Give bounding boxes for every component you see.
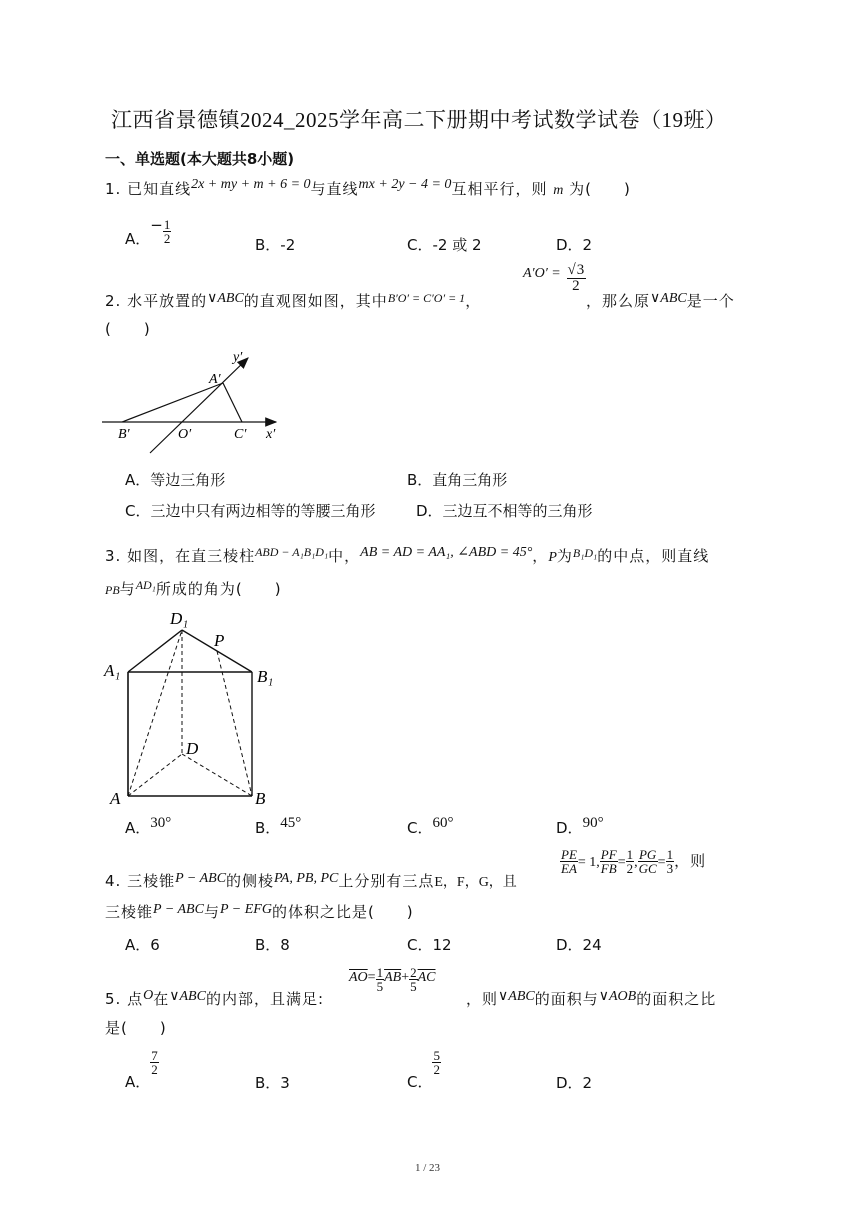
option-value: 90° [582, 815, 604, 831]
question-2-label: 2. 水平放置的 [105, 292, 208, 310]
option-value: 45° [280, 815, 302, 831]
question-4-text: ，则 [674, 852, 707, 870]
triangle-symbol: ∨ABC [169, 989, 206, 1004]
denominator: EA [561, 861, 577, 876]
numerator: PF [600, 847, 617, 862]
numerator: 7 [151, 1048, 158, 1063]
page-number: 1 / 23 [415, 1162, 441, 1174]
question-2-paren: ( ) [105, 320, 151, 338]
question-2-equation: B′O′ = C′O′ = 1 [387, 291, 466, 305]
edge-names: PA, PB, PC [274, 871, 339, 886]
question-2-option-d[interactable]: D．三边互不相等的三角形 [416, 502, 593, 520]
question-5-stem-line2: 是( ) [105, 1019, 167, 1037]
equals: = [617, 855, 626, 870]
triangle-symbol: ∨ABC [207, 291, 244, 306]
label-d1: D₁ [170, 609, 189, 628]
question-4-stem [105, 870, 517, 891]
question-4-option-b[interactable]: B．8 [255, 936, 290, 954]
numerator: 1 [666, 847, 674, 862]
question-2-text: 的直观图如图，其中 [243, 292, 388, 310]
question-1-text: 为( ) [569, 180, 631, 198]
question-3-text: 所成的角为( ) [155, 580, 282, 598]
question-3-text: 中， [328, 547, 361, 565]
fraction [638, 848, 658, 875]
fraction [567, 263, 587, 294]
point-names: E，F，G，且 [434, 875, 517, 890]
edge-a1-d1 [128, 630, 182, 672]
question-2-text: 是一个 [686, 292, 735, 310]
equals: = 1, [577, 855, 600, 870]
numerator: 5 [433, 1048, 440, 1063]
edge-d-b [182, 754, 252, 796]
numerator: 1 [626, 847, 634, 862]
question-5-text: 的面积与 [534, 990, 599, 1008]
vector-ac: $\overline{AC}$ [417, 969, 436, 985]
question-3-condition: AB = AD = AA₁, ∠ABD = 45° [360, 545, 533, 560]
question-1-equation-2: mx + 2y − 4 = 0 [358, 177, 452, 192]
label-a1: A₁ [104, 661, 121, 680]
section-heading: 一、单选题(本大题共8小题) [105, 150, 295, 168]
numerator: PG [638, 847, 657, 862]
line-p-b [217, 651, 252, 796]
label-d: D [186, 739, 199, 758]
question-1-text: 与直线 [310, 180, 359, 198]
question-3-option-a[interactable] [125, 817, 171, 838]
denominator: FB [600, 861, 617, 876]
question-4-label: 4. 三棱锥 [105, 872, 176, 890]
option-label: A． [125, 1073, 151, 1091]
question-2-option-a[interactable]: A．等边三角形 [125, 471, 226, 489]
vector-ab: $\overline{AB}$ [384, 969, 402, 985]
question-5-vector-equation [349, 966, 435, 993]
question-4-option-a[interactable]: A．6 [125, 936, 160, 954]
question-4-text: 的体积之比是( ) [271, 903, 414, 921]
numerator: 1 [163, 217, 171, 232]
edge-a-d [128, 754, 182, 796]
label-o: O′ [178, 427, 192, 442]
denominator: 2 [433, 1062, 440, 1077]
prism-figure [102, 602, 282, 810]
question-5-text: ，则 [466, 990, 499, 1008]
numerator: 2 [410, 965, 417, 980]
question-5-option-b[interactable]: B．3 [255, 1074, 290, 1092]
question-3-stem [105, 545, 709, 566]
page-title: 江西省景德镇2024_2025学年高二下册期中考试数学试卷（19班） [111, 108, 727, 132]
fraction [432, 1049, 441, 1076]
option-value: 30° [150, 815, 172, 831]
line-pb: PB [105, 583, 120, 597]
question-3-option-c[interactable] [407, 817, 453, 838]
numerator: √3 [567, 262, 586, 278]
separator: ， [532, 547, 549, 565]
fraction [409, 966, 418, 993]
question-1-stem [105, 178, 631, 199]
question-3-stem-line2 [105, 578, 282, 599]
fraction [666, 848, 675, 875]
question-1-option-a[interactable] [125, 216, 171, 253]
question-1-option-d[interactable]: D．2 [556, 236, 593, 254]
question-5-option-c[interactable] [407, 1048, 441, 1091]
question-1-variable: m [553, 183, 564, 198]
question-4-stem-line2 [105, 901, 414, 922]
option-label: A． [125, 819, 151, 837]
point-p: P [548, 550, 557, 565]
option-value: 60° [432, 815, 454, 831]
question-5-text: 的内部，且满足: [205, 990, 324, 1008]
option-label: C． [407, 819, 433, 837]
denominator: 5 [410, 979, 417, 994]
denominator: 2 [567, 278, 587, 294]
pyramid-name: P − ABC [175, 871, 227, 886]
segment-name: B₁D₁ [572, 546, 598, 560]
numerator: 1 [376, 965, 384, 980]
question-1-equation-1: 2x + my + m + 6 = 0 [191, 177, 311, 192]
segment-a-c [223, 383, 242, 422]
option-label: A． [125, 230, 151, 248]
question-4-text: 上分别有三点 [338, 872, 435, 890]
line-ad1: AD₁ [135, 578, 156, 592]
question-4-text: 的侧棱 [226, 872, 275, 890]
question-5-option-a[interactable] [125, 1048, 159, 1091]
label-y: y′ [233, 350, 243, 365]
label-b: B′ [118, 427, 130, 442]
formula-lhs: A′O′ = [523, 266, 561, 281]
minus-sign: − [150, 216, 163, 234]
question-3-text: 为 [556, 547, 573, 565]
question-5-text: 在 [153, 990, 170, 1008]
equals: = [367, 969, 376, 985]
comma: , [634, 855, 638, 870]
fraction [163, 218, 172, 245]
fraction [376, 966, 385, 993]
denominator: 2 [163, 231, 171, 246]
option-label: C． [407, 1073, 433, 1091]
question-2-formula [523, 263, 586, 294]
plus: + [401, 969, 410, 985]
fraction [560, 848, 578, 875]
denominator: GC [638, 861, 657, 876]
fraction [600, 848, 618, 875]
question-5-label: 5. 点 [105, 990, 144, 1008]
triangle-symbol: ∨ABC [650, 291, 687, 306]
numerator: PE [561, 847, 577, 862]
question-4-option-d[interactable]: D．24 [556, 936, 602, 954]
question-3-option-b[interactable] [255, 817, 301, 838]
point-o: O [143, 988, 154, 1003]
label-a: A′ [209, 372, 221, 387]
question-1-label: 1. 已知直线 [105, 180, 192, 198]
fraction [626, 848, 635, 875]
question-4-text: 与 [203, 903, 220, 921]
denominator: 5 [376, 979, 384, 994]
question-4-text: 三棱锥 [105, 903, 154, 921]
question-3-option-d[interactable] [556, 817, 604, 838]
option-label: B． [255, 819, 281, 837]
question-1-option-b[interactable]: B．-2 [255, 236, 296, 254]
question-3-text: 与 [119, 580, 136, 598]
question-2-stem-tail [586, 290, 735, 311]
question-3-label: 3. 如图，在直三棱柱 [105, 547, 256, 565]
label-b1: B₁ [257, 667, 274, 686]
vector-ao: $\overline{AO}$ [349, 969, 368, 985]
denominator: 2 [151, 1062, 158, 1077]
oblique-view-figure [100, 345, 285, 457]
question-5-stem-tail [466, 988, 716, 1009]
question-4-option-c[interactable]: C．12 [407, 936, 452, 954]
equals: = [657, 855, 666, 870]
segment-b-a [122, 383, 223, 422]
question-2-option-c[interactable]: C．三边中只有两边相等的等腰三角形 [125, 502, 376, 520]
pyramid-name: P − EFG [219, 902, 272, 917]
fraction [150, 1049, 159, 1076]
question-3-text: 的中点，则直线 [597, 547, 710, 565]
question-4-ratios [560, 848, 706, 875]
pyramid-name: P − ABC [153, 902, 204, 917]
option-label: D． [556, 819, 583, 837]
prism-name: ABD − A₁B₁D₁ [255, 545, 329, 559]
denominator: 2 [626, 861, 634, 876]
question-2-text: ，那么原 [586, 292, 651, 310]
triangle-symbol: ∨ABC [498, 989, 535, 1004]
question-1-option-c[interactable]: C．-2 或 2 [407, 236, 482, 254]
label-c: C′ [234, 427, 247, 442]
label-p: P [214, 631, 225, 650]
question-5-option-d[interactable]: D．2 [556, 1074, 593, 1092]
separator: ， [465, 292, 482, 310]
question-2-option-b[interactable]: B．直角三角形 [407, 471, 508, 489]
question-5-stem [105, 988, 324, 1009]
denominator: 3 [666, 861, 674, 876]
line-a-d1 [128, 630, 182, 796]
question-2-stem [105, 290, 481, 311]
question-5-text: 的面积之比 [636, 990, 717, 1008]
label-b: B [255, 789, 266, 808]
question-1-text: 互相平行，则 [451, 180, 548, 198]
triangle-symbol: ∨AOB [598, 989, 637, 1004]
label-a: A [110, 789, 121, 808]
label-x: x′ [266, 427, 276, 442]
